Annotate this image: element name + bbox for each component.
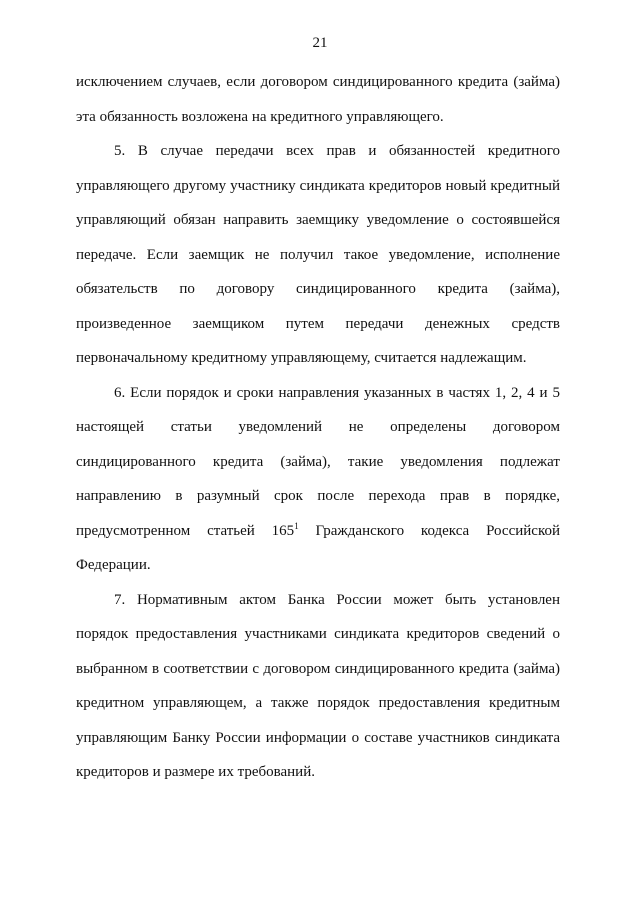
paragraph-item-6 xyxy=(76,376,560,583)
page-body xyxy=(76,65,560,790)
paragraph-item-5: 5. В случае передачи всех прав и обязанностей кредитного управляющего другому участнику синдиката кредиторов новый кредитный управляющий обязан направить заемщику уведомление о состоявшейся передаче. Если заемщик не получил такое уведомление, исполнение обязательств по договору синдицированного кредита (займа), произведенное заемщиком путем передачи денежных средств первоначальному кредитному управляющему, считается надлежащим. xyxy=(76,143,560,366)
paragraph-continuation: исключением случаев, если договором синдицированного кредита (займа) эта обязанность возложена на кредитного управляющего. xyxy=(76,74,560,125)
paragraph-item-7: 7. Нормативным актом Банка России может быть установлен порядок предоставления участниками синдиката кредиторов сведений о выбранном в соответствии с договором синдицированного кредита (займа) кредитном управляющем, а также порядок предоставления кредитным управляющим Банку России информации о составе участников синдиката кредиторов и размере их требований. xyxy=(76,591,560,780)
paragraph-item-6-text: 6. Если порядок и сроки направления указанных в частях 1, 2, 4 и 5 настоящей статьи уведомлений не определены договором синдицированного кредита (займа), такие уведомления подлежат направлению в разумный срок после перехода прав в порядке, предусмотренном статьей 165 xyxy=(76,384,560,539)
page-number: 21 xyxy=(312,35,328,51)
paragraph-item-6-text-end: Гражданского кодекса Российской Федерации. xyxy=(76,522,560,573)
article-superscript: 1 xyxy=(294,520,299,531)
